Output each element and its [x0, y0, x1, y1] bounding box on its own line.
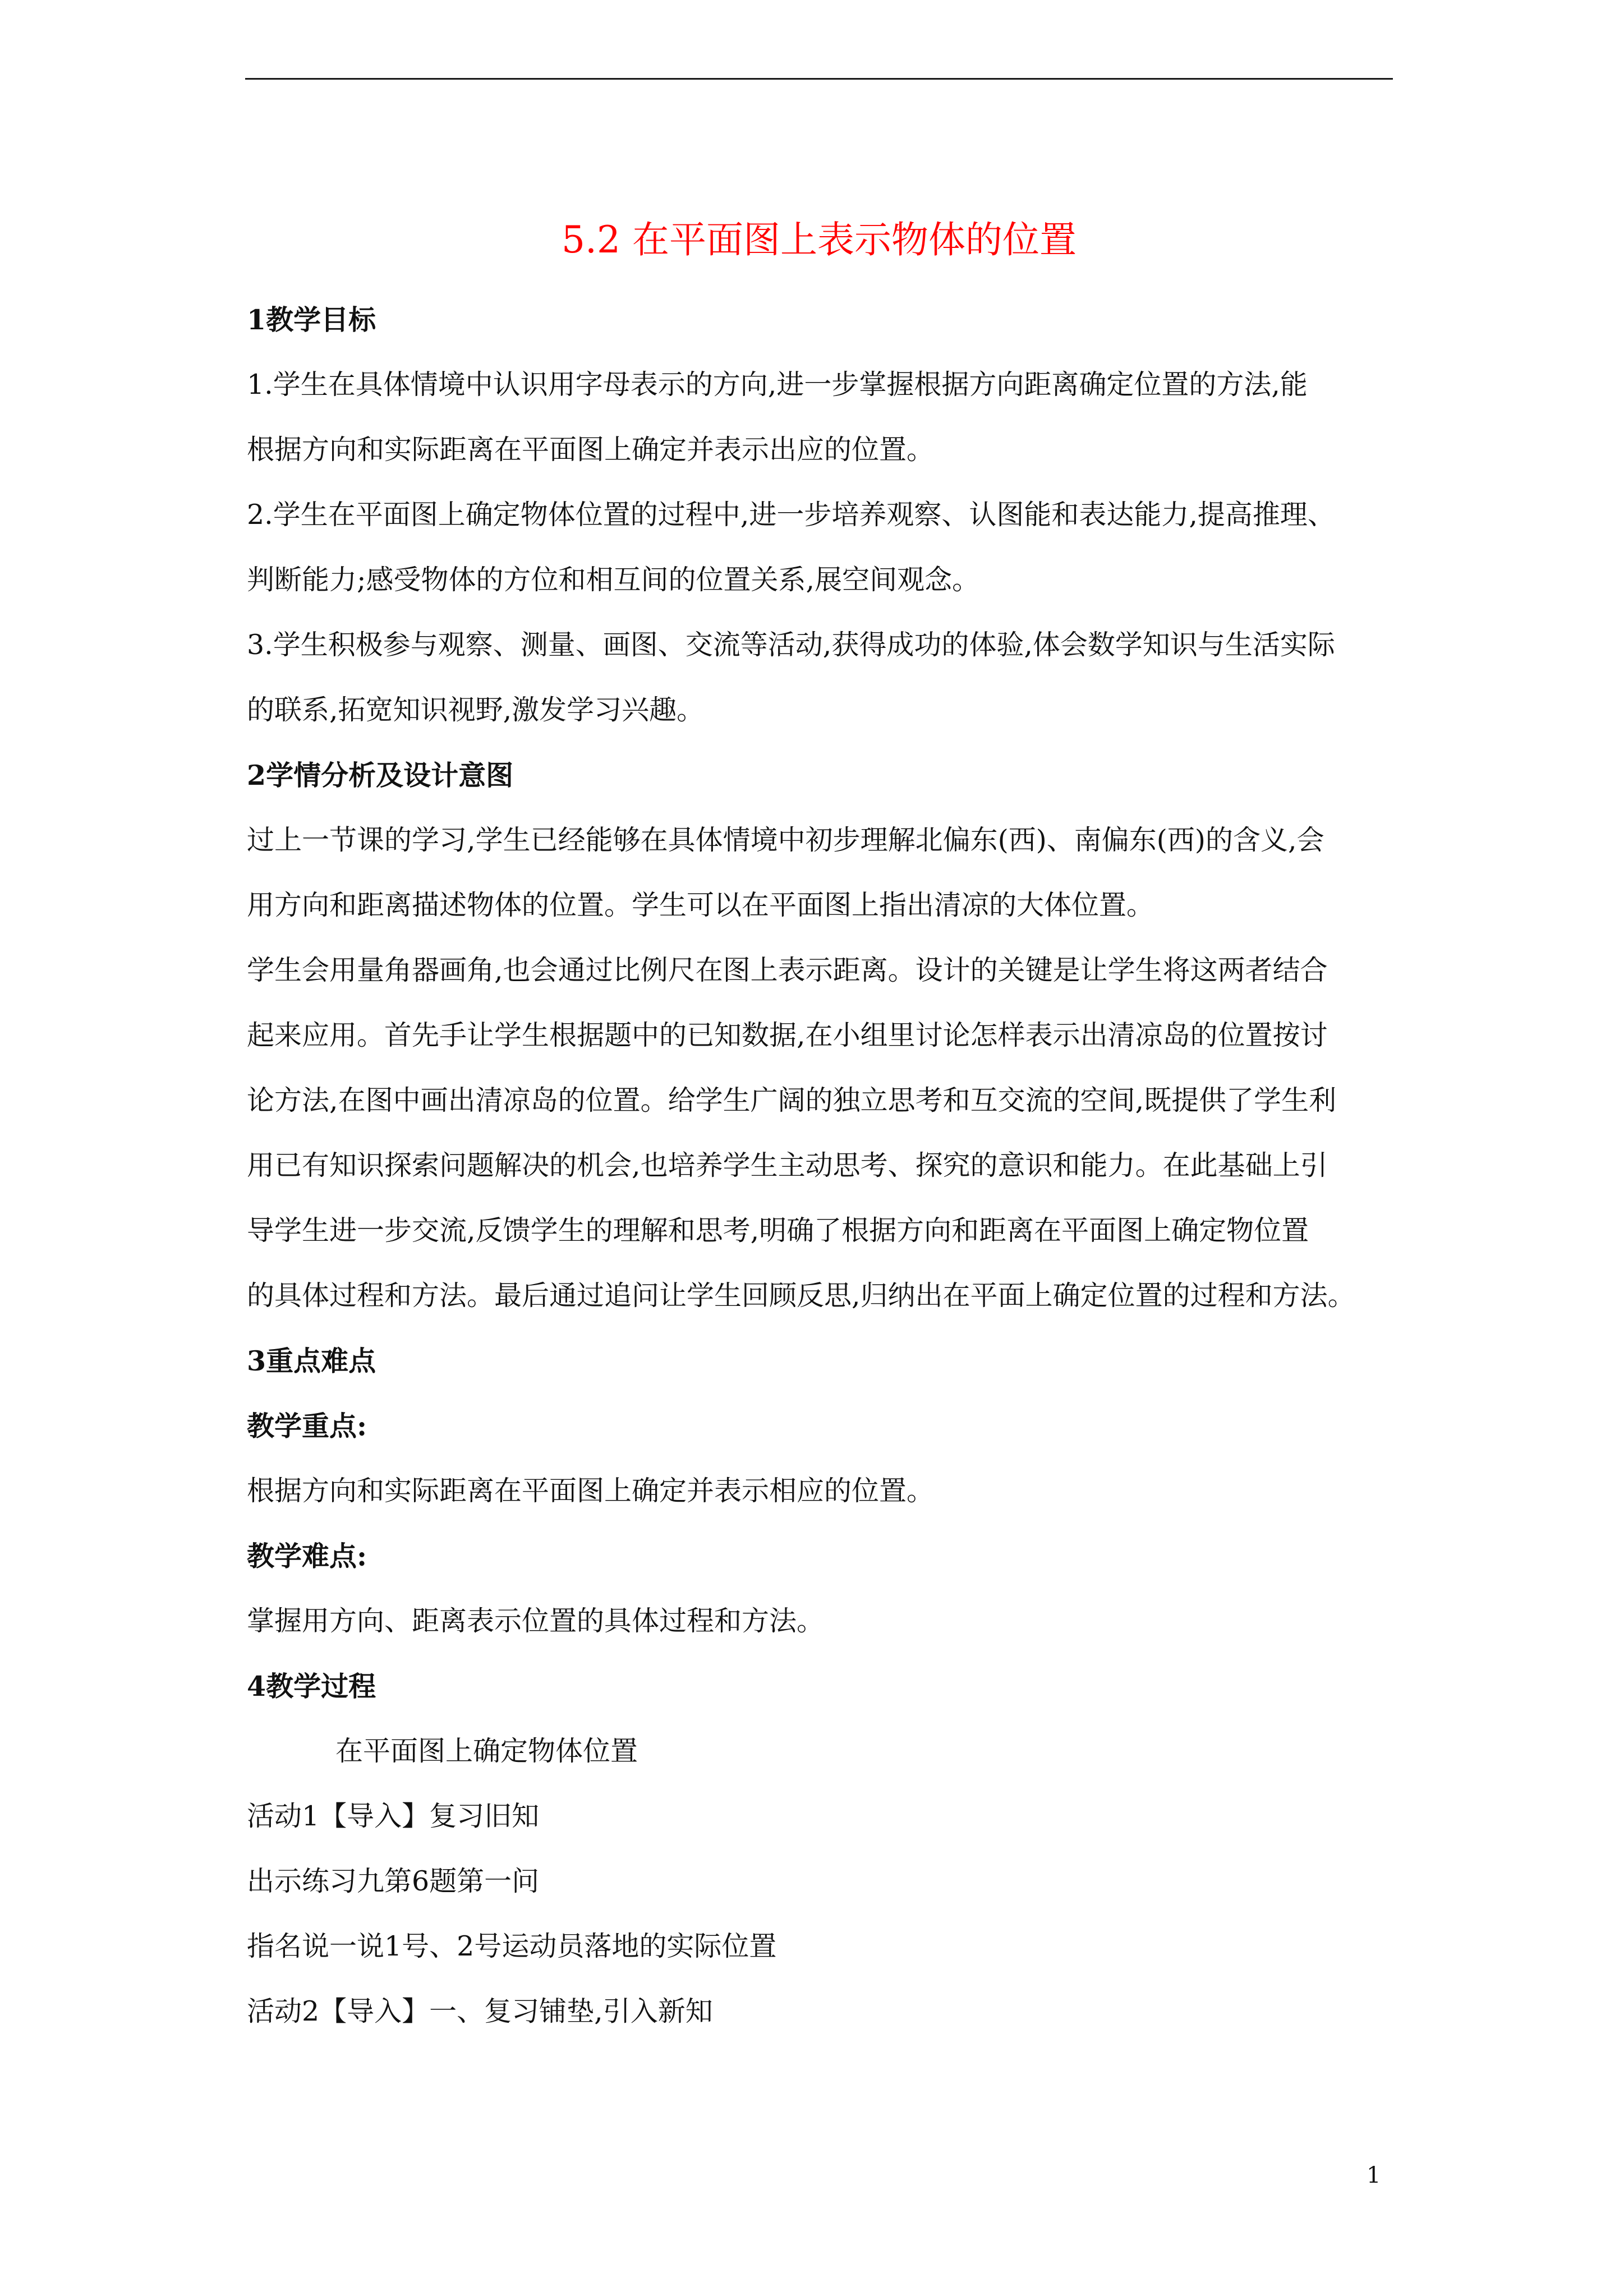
body-line: 根据方向和实际距离在平面图上确定并表示相应的位置。 [247, 1475, 935, 1507]
body-line: 活动2【导入】一、复习铺垫,引入新知 [247, 1995, 713, 2027]
section-heading: 教学难点: [247, 1540, 367, 1572]
body-line: 起来应用。首先手让学生根据题中的已知数据,在小组里讨论怎样表示出清凉岛的位置按讨 [247, 1019, 1328, 1051]
body-line: 2.学生在平面图上确定物体位置的过程中,进一步培养观察、认图能和表达能力,提高推理、 [247, 499, 1335, 531]
body-line: 在平面图上确定物体位置 [335, 1735, 638, 1767]
section-heading: 2学情分析及设计意图 [247, 759, 514, 792]
body-line: 指名说一说1号、2号运动员落地的实际位置 [247, 1930, 777, 1962]
section-heading: 1教学目标 [247, 303, 376, 336]
body-line: 3.学生积极参与观察、测量、画图、交流等活动,获得成功的体验,体会数学知识与生活实际 [247, 629, 1335, 661]
body-line: 用方向和距离描述物体的位置。学生可以在平面图上指出清凉的大体位置。 [247, 889, 1154, 921]
header-rule [245, 78, 1393, 80]
document-title: 5.2 在平面图上表示物体的位置 [562, 218, 1076, 261]
body-line: 学生会用量角器画角,也会通过比例尺在图上表示距离。设计的关键是让学生将这两者结合 [247, 954, 1328, 986]
body-line: 出示练习九第6题第一问 [247, 1865, 540, 1897]
section-heading: 教学重点: [247, 1410, 367, 1442]
body-line: 论方法,在图中画出清凉岛的位置。给学生广阔的独立思考和互交流的空间,既提供了学生利 [247, 1084, 1337, 1116]
body-line: 1.学生在具体情境中认识用字母表示的方向,进一步掌握根据方向距离确定位置的方法,能 [247, 369, 1308, 401]
body-line: 掌握用方向、距离表示位置的具体过程和方法。 [247, 1605, 825, 1637]
body-line: 导学生进一步交流,反馈学生的理解和思考,明确了根据方向和距离在平面图上确定物位置 [247, 1214, 1309, 1246]
body-line: 用已有知识探索问题解决的机会,也培养学生主动思考、探究的意识和能力。在此基础上引 [247, 1149, 1328, 1181]
section-heading: 4教学过程 [247, 1670, 376, 1703]
section-heading: 3重点难点 [247, 1345, 376, 1377]
body-line: 过上一节课的学习,学生已经能够在具体情境中初步理解北偏东(西)、南偏东(西)的含义,会 [247, 824, 1324, 856]
document-body [247, 287, 1395, 2044]
body-line: 判断能力;感受物体的方位和相互间的位置关系,展空间观念。 [247, 564, 980, 596]
page-number: 1 [1367, 2162, 1381, 2188]
body-line: 的具体过程和方法。最后通过追问让学生回顾反思,归纳出在平面上确定位置的过程和方法。 [247, 1280, 1355, 1312]
body-line: 根据方向和实际距离在平面图上确定并表示出应的位置。 [247, 434, 935, 466]
body-line: 的联系,拓宽知识视野,激发学习兴趣。 [247, 694, 705, 726]
body-line: 活动1【导入】复习旧知 [247, 1800, 540, 1832]
